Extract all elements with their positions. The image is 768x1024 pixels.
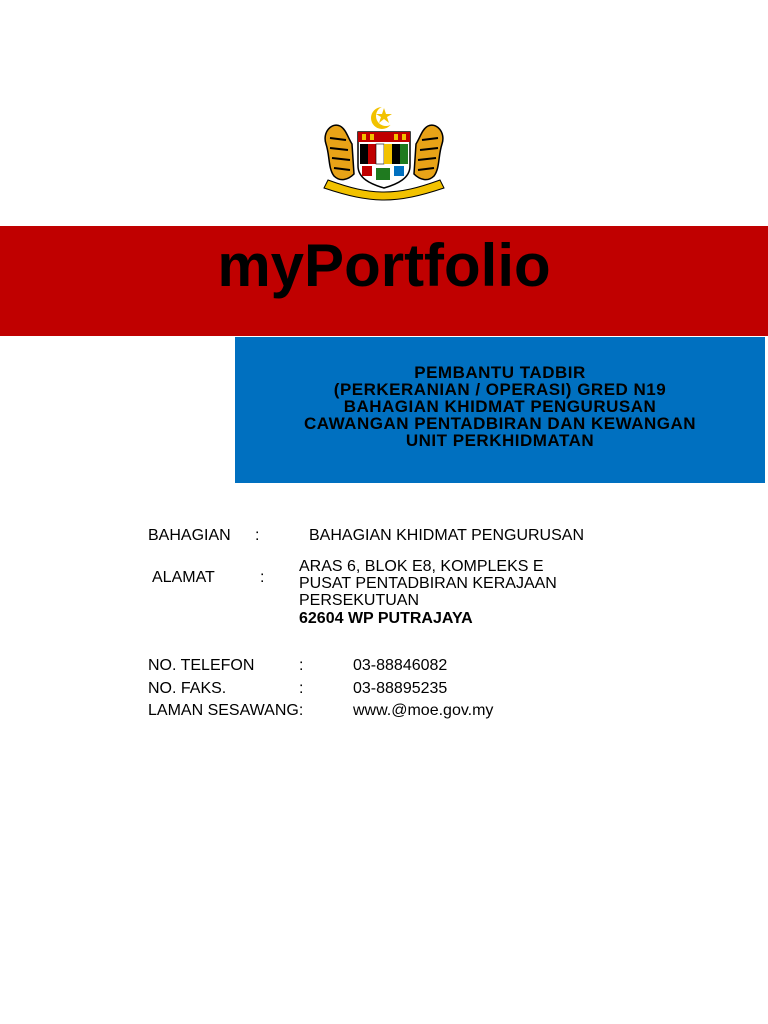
coat-of-arms-icon: [318, 104, 450, 206]
position-line: BAHAGIAN KHIDMAT PENGURUSAN: [343, 397, 657, 416]
bahagian-colon: :: [255, 527, 260, 544]
position-text: [235, 364, 765, 449]
position-line: UNIT PERKHIDMATAN: [405, 431, 595, 450]
alamat-line-4: 62604 WP PUTRAJAYA: [299, 610, 473, 627]
faks-colon: :: [299, 680, 304, 697]
alamat-label: ALAMAT: [152, 569, 215, 586]
alamat-line-3: PERSEKUTUAN: [299, 592, 420, 609]
alamat-colon: :: [260, 569, 265, 586]
page-title: myPortfolio: [217, 232, 551, 299]
laman-value[interactable]: www.@moe.gov.my: [353, 702, 494, 719]
faks-label: NO. FAKS.: [148, 680, 227, 697]
bahagian-label: BAHAGIAN: [148, 527, 231, 544]
laman-label: LAMAN SESAWANG:: [148, 702, 304, 719]
alamat-line-1: ARAS 6, BLOK E8, KOMPLEKS E: [299, 558, 544, 575]
position-line: PEMBANTU TADBIR: [414, 363, 586, 382]
bahagian-value: BAHAGIAN KHIDMAT PENGURUSAN: [309, 527, 585, 544]
faks-value: 03-88895235: [353, 680, 448, 697]
position-line: CAWANGAN PENTADBIRAN DAN KEWANGAN: [303, 414, 697, 433]
telefon-colon: :: [299, 657, 304, 674]
alamat-line-2: PUSAT PENTADBIRAN KERAJAAN: [299, 575, 557, 592]
telefon-label: NO. TELEFON: [148, 657, 255, 674]
position-line: (PERKERANIAN / OPERASI) GRED N19: [333, 380, 667, 399]
telefon-value: 03-88846082: [353, 657, 448, 674]
